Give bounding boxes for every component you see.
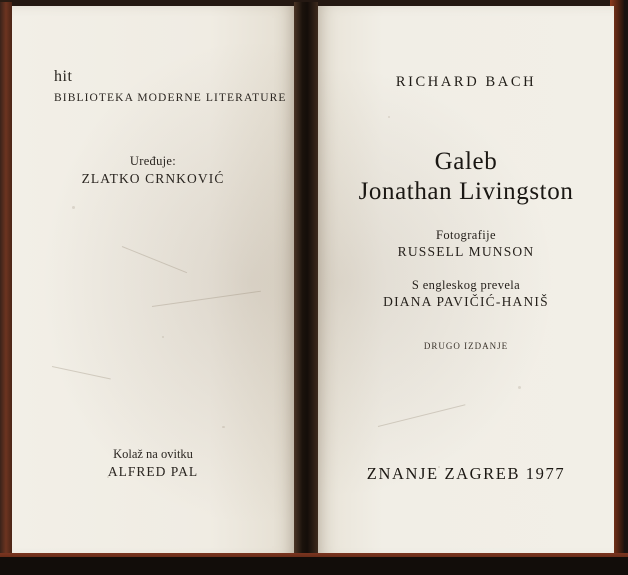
- editor-label: Uređuje:: [129, 154, 177, 168]
- publisher-imprint: hit: [54, 68, 73, 85]
- photography-label: Fotografije: [436, 228, 496, 242]
- collage-label: Kolaž na ovitku: [113, 447, 193, 461]
- book-title-line-2: Jonathan Livingston: [358, 178, 574, 205]
- paper-scratch: [122, 246, 187, 273]
- edition-note: DRUGO IZDANJE: [423, 341, 509, 351]
- paper-scratch: [52, 366, 111, 379]
- book-cover-left-edge: [0, 2, 12, 568]
- cover-collage-block: [12, 447, 294, 480]
- photography-credit: [318, 228, 614, 260]
- paper-speckle: [518, 386, 521, 389]
- paper-scratch: [378, 404, 466, 427]
- collage-artist-name: ALFRED PAL: [107, 464, 199, 479]
- book-title: [318, 148, 614, 206]
- book-author: RICHARD BACH: [395, 74, 537, 90]
- left-page: [12, 6, 294, 558]
- right-page: [318, 6, 614, 558]
- translation-label: S engleskog prevela: [411, 278, 521, 292]
- translation-credit: [318, 278, 614, 310]
- book-gutter: [294, 2, 318, 568]
- editor-block: [12, 154, 294, 187]
- paper-speckle: [222, 426, 225, 428]
- series-name: BIBLIOTEKA MODERNE LITERATURE: [54, 92, 287, 104]
- paper-speckle: [72, 206, 75, 209]
- paper-speckle: [162, 336, 164, 338]
- translator-name: DIANA PAVIČIĆ-HANIŠ: [383, 294, 549, 309]
- paper-speckle: [388, 116, 390, 118]
- imprint-block: [54, 68, 287, 104]
- background-surface-bottom: [0, 557, 628, 575]
- publisher-line: ZNANJE ZAGREB 1977: [366, 464, 566, 483]
- book-title-line-1: Galeb: [434, 148, 498, 175]
- paper-scratch: [152, 291, 261, 307]
- photographer-name: RUSSELL MUNSON: [397, 244, 535, 259]
- editor-name: ZLATKO CRNKOVIĆ: [81, 171, 225, 186]
